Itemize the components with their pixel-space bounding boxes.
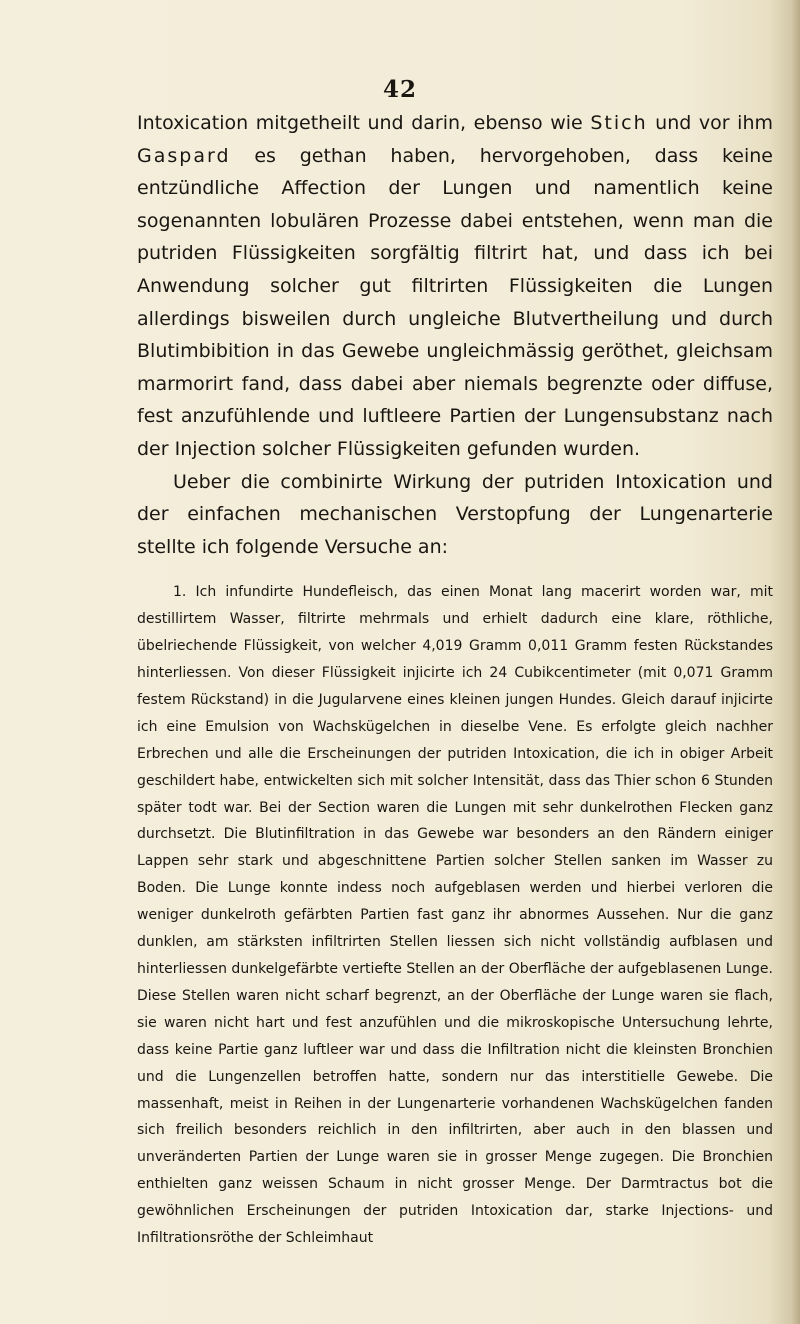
paragraph-text: und vor ihm (647, 112, 773, 134)
paragraph-experiment-1: 1. Ich infundirte Hundefleisch, das einen Monat lang macerirt worden war, mit destillirtem Wasser, filtrirte mehrmals und erhielt dadurch eine klare, röthliche, übelriechende Flüssigkeit, von welcher 4,019 Gramm 0,011 Gramm festen Rückstandes hinterliessen. Von dieser Flüssigkeit injicirte ich 24 Cubikcentimeter (mit 0,071 Gramm festem Rückstand) in die Jugularvene eines kleinen jungen Hundes. Gleich darauf injicirte ich eine Emulsion von Wachskügelchen in dieselbe Vene. Es erfolgte gleich nachher Erbrechen und alle die Erscheinungen der putriden Intoxication, die ich in obiger Arbeit geschildert habe, entwickelten sich mit solcher Intensität, dass das Thier schon 6 Stunden später todt war. Bei der Section waren die Lungen mit sehr dunkelrothen Flecken ganz durchsetzt. Die Blutinfiltration in das Gewebe war besonders an den Rändern einiger Lappen sehr stark und abgeschnittene Partien solcher Stellen sanken im Wasser zu Boden. Die Lunge konnte indess noch aufgeblasen werden und hierbei verloren die weniger dunkelroth gefärbten Partien fast ganz ihr abnormes Aussehen. Nur die ganz dunklen, am stärksten infiltrirten Stellen liessen sich nicht vollständig aufblasen und hinterliessen dunkelgefärbte vertiefte Stellen an der Oberfläche der aufgeblasenen Lunge. Diese Stellen waren nicht scharf begrenzt, an der Oberfläche der Lunge waren sie flach, sie waren nicht hart und fest anzufühlen und die mikroskopische Untersuchung lehrte, dass keine Partie ganz luftleer war und dass die Infiltration nicht die kleinsten Bronchien und die Lungenzellen betroffen hatte, sondern nur das interstitielle Gewebe. Die massenhaft, meist in Reihen in der Lungenarterie vorhandenen Wachskügelchen fanden sich freilich besonders reichlich in den infiltrirten, aber auch in den blassen und unveränderten Partien der Lunge waren sie in grosser Menge zugegen. Die Bronchien enthielten ganz weissen Schaum in nicht grosser Menge. Der Darmtractus bot die gewöhnlichen Erscheinungen der putriden Intoxication dar, starke Injections- und Infiltrationsröthe der Schleimhaut (137, 584, 773, 1247)
page-number: 42 (382, 76, 417, 103)
author-name-gaspard: Gaspard (137, 144, 231, 167)
page-edge-shadow (790, 0, 800, 1324)
main-text (137, 107, 773, 1252)
paragraph-intoxication-summary (137, 107, 773, 466)
paragraph-experiments-intro: Ueber die combinirte Wirkung der putriden Intoxication und der einfachen mechanischen Verstopfung der Lungenarterie stellte ich folgende Versuche an: (137, 470, 773, 558)
paragraph-text: Intoxication mitgetheilt und darin, ebenso wie (137, 112, 591, 134)
author-name-stich: Stich (590, 112, 648, 134)
paragraph-text: es gethan haben, hervorgehoben, dass keine entzündliche Affection der Lungen und namentlich keine sogenannten lobulären Prozesse dabei entstehen, wenn man die putriden Flüssigkeiten sorgfältig filtrirt hat, und dass ich bei Anwendung solcher gut filtrirten Flüssigkeiten die Lungen allerdings bisweilen durch ungleiche Blutvertheilung und durch Blutimbibition in das Gewebe ungleichmässig geröthet, gleichsam marmorirt fand, dass dabei aber niemals begrenzte oder diffuse, fest anzufühlende und luftleere Partien der Lungensubstanz nach der Injection solcher Flüssigkeiten gefunden wurden. (137, 144, 773, 460)
